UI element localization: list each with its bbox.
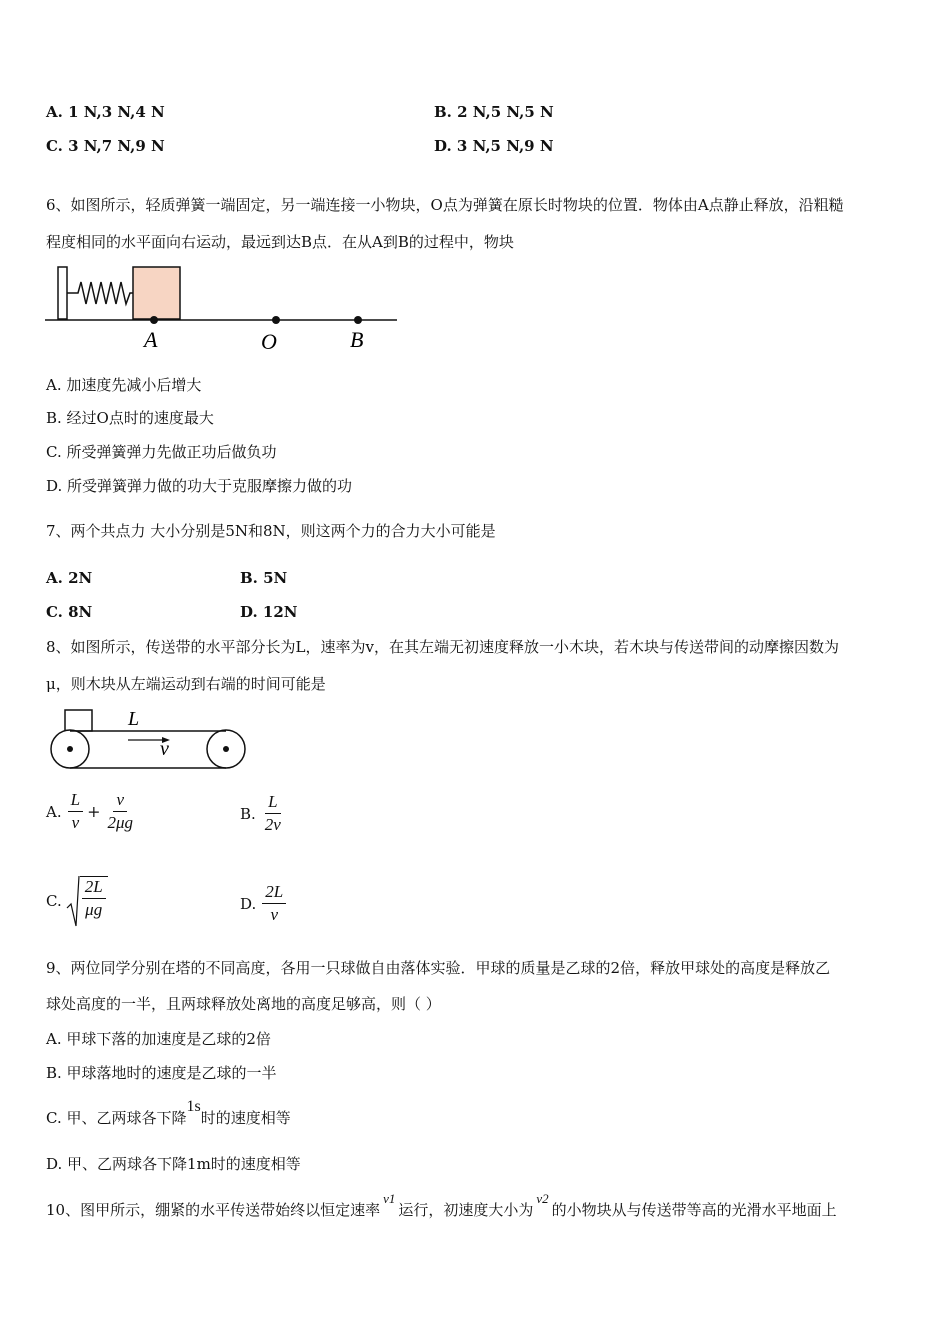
q8-option-a-num1: L [68,790,83,812]
q8-option-a-label: A. [46,802,62,821]
q8-option-c [46,874,108,928]
q8-conveyor-figure [46,704,251,776]
q8-option-c-den: μg [85,900,103,919]
q9-option-a: A. 甲球下落的加速度是乙球的2倍 [46,1030,271,1048]
q9-option-c [46,1098,291,1129]
q6-option-c: C. 所受弹簧弹力先做正功后做负功 [46,443,277,461]
q6-option-d: D. 所受弹簧弹力做的功大于克服摩擦力做的功 [46,477,353,495]
q8-option-c-sqrt [66,874,108,928]
q8-option-d-frac [262,882,286,925]
q5-option-c: C. 3 N,7 N,9 N [46,137,165,155]
q8-option-c-num: 2L [82,877,106,899]
q8-option-a-frac1 [68,790,83,833]
q8-option-d [240,882,288,925]
q9-stem-line2: 球处高度的一半，且两球释放处离地的高度足够高，则（ ） [46,995,441,1013]
q6-stem-line1: 6、如图所示，轻质弹簧一端固定，另一端连接一小物块，O点为弹簧在原长时物块的位置．物体由A点静止释放，沿粗糙 [46,196,844,214]
q10-v1: v1 [383,1191,396,1206]
q8-option-d-label: D. [240,894,257,913]
q8-option-b-frac [262,792,284,835]
q8-option-a-frac2 [104,790,136,833]
q10-post: 的小物块从与传送带等高的光滑水平地面上 [551,1201,837,1219]
q8-option-b-num: L [265,792,280,814]
sqrt-icon [66,874,80,928]
label-o: O [261,329,277,354]
q5-option-a: A. 1 N,3 N,4 N [46,103,165,121]
q6-option-a: A. 加速度先减小后增大 [46,376,202,394]
spring [67,282,133,304]
q8-option-d-num: 2L [262,882,286,904]
q9-option-d: D. 甲、乙两球各下降1m时的速度相等 [46,1155,301,1173]
label-v: v [160,738,169,760]
q8-option-a-plus: + [87,802,101,821]
q9-option-b: B. 甲球落地时的速度是乙球的一半 [46,1064,277,1082]
q8-option-c-label: C. [46,892,62,910]
q6-stem-line2: 程度相同的水平面向右运动，最远到达B点．在从A到B的过程中，物块 [46,233,514,251]
q8-option-c-frac [82,877,106,920]
q8-stem-line2: μ，则木块从左端运动到右端的时间可能是 [46,675,326,693]
right-axle [223,746,229,752]
q8-stem-line1: 8、如图所示，传送带的水平部分长为L，速率为v，在其左端无初速度释放一小木块，若木块与传送带间的动摩擦因数为 [46,638,839,656]
q6-option-b: B. 经过O点时的速度最大 [46,409,214,427]
label-a: A [144,327,158,352]
q8-option-d-den: v [270,905,279,924]
left-axle [67,746,73,752]
q9-option-c-time: 1s [186,1098,201,1115]
q7-option-b: B. 5N [240,569,288,587]
q5-option-b: B. 2 N,5 N,5 N [434,103,554,121]
q8-option-a-num2: v [113,790,127,812]
q7-stem: 7、两个共点力 大小分别是5N和8N，则这两个力的合力大小可能是 [46,522,496,540]
point-a [150,316,158,324]
q9-option-c-post: 时的速度相等 [200,1109,291,1127]
label-l: L [128,708,140,730]
wood-block [65,710,92,731]
q8-option-a [46,790,138,833]
q10-v2: v2 [536,1191,549,1206]
point-o [272,316,280,324]
q9-option-c-pre: C. 甲、乙两球各下降 [46,1109,187,1127]
q7-option-d: D. 12N [240,603,298,621]
q9-stem-line1: 9、两位同学分别在塔的不同高度，各用一只球做自由落体实验．甲球的质量是乙球的2倍，释放甲球处的高度是释放乙 [46,959,831,977]
q8-option-b-den: 2v [264,815,281,834]
q8-option-b-label: B. [240,804,256,823]
point-b [354,316,362,324]
q10-pre: 10、图甲所示，绷紧的水平传送带始终以恒定速率 [46,1201,381,1219]
label-b: B [350,327,364,352]
q8-option-a-den2: 2μg [107,813,134,832]
block [133,267,180,319]
q8-option-a-den1: v [71,813,80,832]
sqrt-radicand [80,876,108,928]
q5-option-d: D. 3 N,5 N,9 N [434,137,554,155]
q8-option-b [240,792,286,835]
q10-stem [46,1191,837,1221]
q6-spring-figure [40,262,405,354]
q7-option-a: A. 2N [46,569,93,587]
q10-mid: 运行，初速度大小为 [398,1201,534,1219]
q7-option-c: C. 8N [46,603,93,621]
wall [58,267,67,319]
